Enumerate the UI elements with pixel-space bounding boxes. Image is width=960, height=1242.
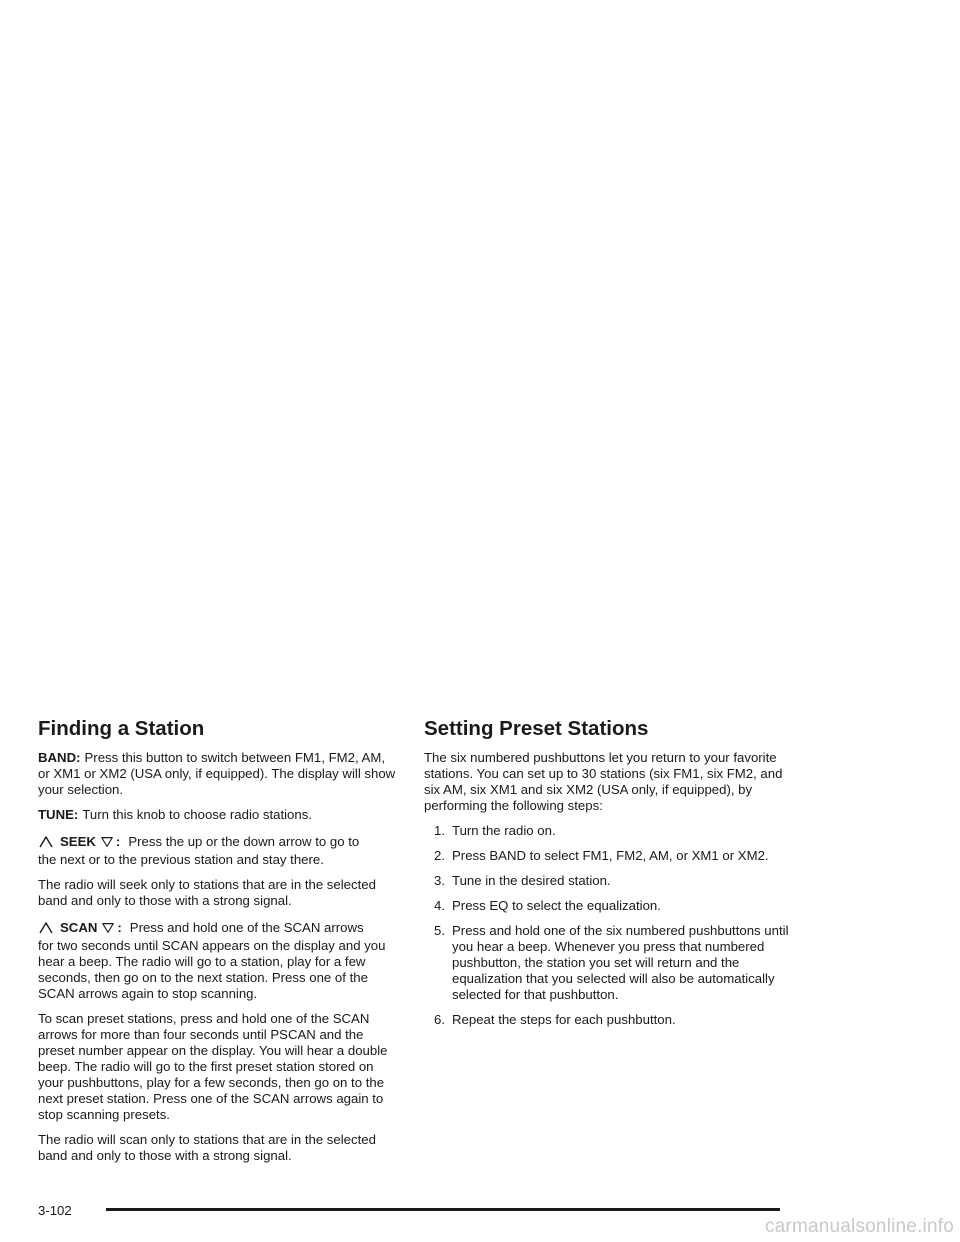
step-text: Turn the radio on. bbox=[452, 823, 556, 838]
seek-note: The radio will seek only to stations that are in the selected band and only to those with a strong signal. bbox=[38, 877, 376, 908]
seek-rest: the next or to the previous station and stay there. bbox=[38, 852, 324, 867]
page-number: 3-102 bbox=[38, 1203, 72, 1218]
seek-paragraph bbox=[38, 832, 400, 868]
band-paragraph bbox=[38, 750, 400, 798]
step-text: Repeat the steps for each pushbutton. bbox=[452, 1012, 676, 1027]
list-item bbox=[434, 848, 794, 864]
preset-intro: The six numbered pushbuttons let you return to your favorite stations. You can set up to 30 stations (six FM1, six FM2, and six AM, six XM1 and six XM2 (USA only, if equipped), by performing the following steps: bbox=[424, 750, 783, 813]
seek-keyword: SEEK bbox=[60, 834, 96, 849]
preset-steps-list bbox=[424, 823, 794, 1028]
band-text: Press this button to switch between FM1, FM2, AM, or XM1 or XM2 (USA only, if equipped). The display will show your selection. bbox=[38, 750, 396, 797]
list-item bbox=[434, 823, 794, 839]
right-column bbox=[424, 716, 794, 1037]
scan-keyword: SCAN bbox=[60, 920, 98, 935]
band-term: BAND: bbox=[38, 750, 81, 765]
up-arrow-icon bbox=[38, 920, 54, 936]
step-number: 2. bbox=[434, 848, 445, 863]
down-arrow-icon bbox=[100, 835, 114, 849]
list-item bbox=[434, 923, 794, 1003]
step-text: Press EQ to select the equalization. bbox=[452, 898, 661, 913]
tune-term: TUNE: bbox=[38, 807, 79, 822]
step-number: 3. bbox=[434, 873, 445, 888]
left-column bbox=[38, 716, 400, 1173]
scan-first-line: Press and hold one of the SCAN arrows bbox=[129, 920, 364, 935]
section-title-setting-presets: Setting Preset Stations bbox=[424, 717, 649, 740]
scan-note: The radio will scan only to stations that are in the selected band and only to those with a strong signal. bbox=[38, 1132, 376, 1163]
down-arrow-icon bbox=[101, 921, 115, 935]
scan-rest: for two seconds until SCAN appears on the display and you hear a beep. The radio will go to a station, play for a few seconds, then go on to the next station. Press one of the SCAN arrows again to stop scanning. bbox=[38, 938, 386, 1001]
watermark: carmanualsonline.info bbox=[764, 1216, 954, 1237]
step-number: 4. bbox=[434, 898, 445, 913]
preset-scan-paragraph: To scan preset stations, press and hold one of the SCAN arrows for more than four seconds until PSCAN and the preset number appear on the display. You will hear a double beep. The radio will go to the first preset station stored on your pushbuttons, play for a few seconds, then go on to the next preset station. Press one of the SCAN arrows again to stop scanning presets. bbox=[38, 1011, 388, 1122]
step-text: Press and hold one of the six numbered pushbuttons until you hear a beep. Whenever you press that numbered pushbutton, the station you set will return and the equalization that you selected will also be automatically selected for that pushbutton. bbox=[452, 923, 789, 1002]
tune-paragraph bbox=[38, 807, 400, 823]
list-item bbox=[434, 898, 794, 914]
seek-colon: : bbox=[115, 834, 121, 849]
scan-colon: : bbox=[117, 920, 122, 935]
step-number: 5. bbox=[434, 923, 445, 938]
scan-paragraph bbox=[38, 918, 400, 1002]
step-text: Press BAND to select FM1, FM2, AM, or XM1 or XM2. bbox=[452, 848, 769, 863]
step-number: 6. bbox=[434, 1012, 445, 1027]
up-arrow-icon bbox=[38, 834, 54, 850]
tune-text: Turn this knob to choose radio stations. bbox=[82, 807, 312, 822]
list-item bbox=[434, 873, 794, 889]
seek-first-line: Press the up or the down arrow to go to bbox=[128, 834, 360, 849]
step-number: 1. bbox=[434, 823, 445, 838]
footer-divider bbox=[106, 1208, 780, 1211]
step-text: Tune in the desired station. bbox=[452, 873, 611, 888]
list-item bbox=[434, 1012, 794, 1028]
section-title-finding-station: Finding a Station bbox=[38, 717, 205, 740]
